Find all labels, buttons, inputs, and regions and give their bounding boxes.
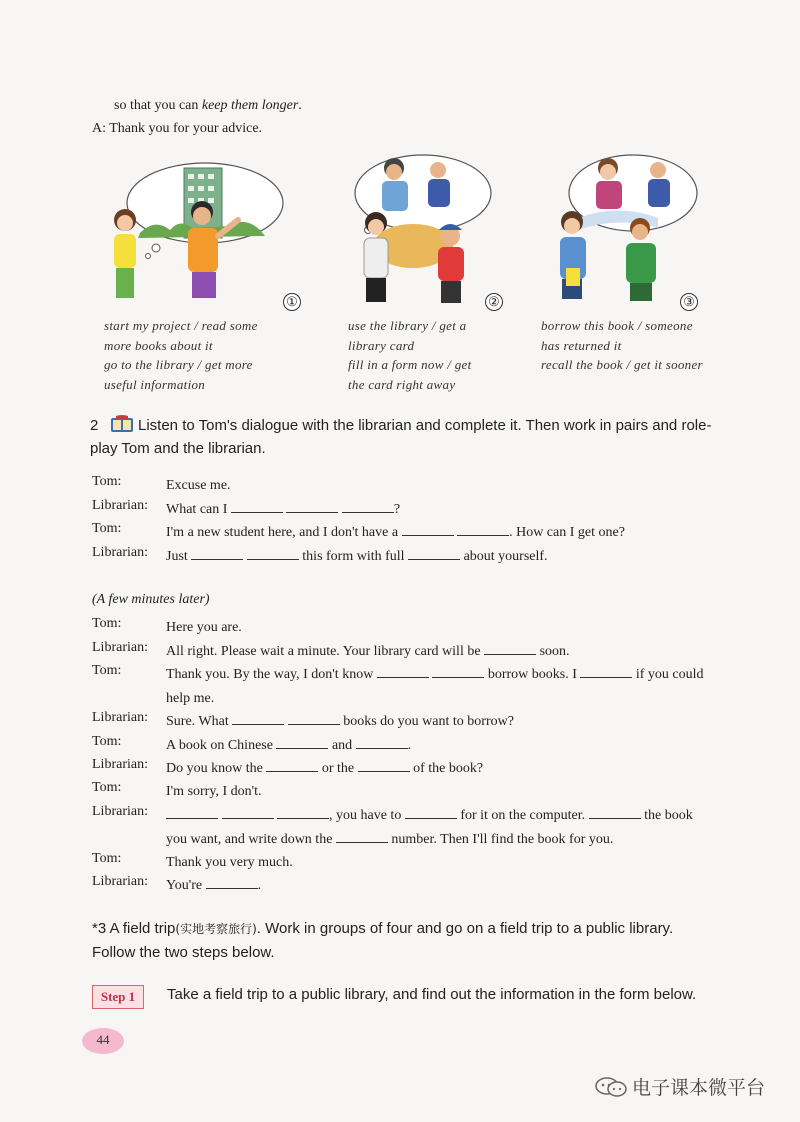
dialogue-text: What can I [166, 502, 231, 517]
answer-blank[interactable] [336, 830, 388, 843]
dialogue-line [166, 663, 711, 710]
dialogue-text: Sure. What [166, 714, 233, 729]
answer-blank[interactable] [286, 500, 338, 513]
step-1-text: Take a field trip to a public library, and find out the information in the form below. [167, 986, 697, 1003]
answer-blank[interactable] [402, 523, 454, 536]
exercise-3-instruction: *3 A field trip(实地考察旅行). Work in groups of four and go on a field trip to a public library. Follow the two steps below. [92, 920, 674, 961]
answer-blank[interactable] [231, 500, 283, 513]
dialogue-text: the book you want, and write down the [166, 808, 693, 847]
dialogue-line [166, 474, 711, 498]
listening-book-icon [110, 415, 134, 433]
answer-blank[interactable] [457, 523, 509, 536]
answer-blank[interactable] [222, 806, 274, 819]
dialogue-text: for it on the computer. [456, 808, 589, 823]
illustration-reserving-book [548, 148, 708, 313]
speaker-label: Tom: [92, 663, 122, 678]
dialogue-line [166, 874, 711, 898]
dialogue-text: I'm sorry, I don't. [166, 784, 262, 799]
dialogue-text: Do you know the [166, 761, 267, 776]
dialogue-text: . [257, 878, 262, 893]
answer-blank[interactable] [580, 665, 632, 678]
speaker-label: Librarian: [92, 545, 148, 560]
caption-2: use the library / get a library card fill in a form now / get the card right away [348, 318, 472, 392]
illustration-friends-talking [100, 148, 305, 313]
dialogue-text: Excuse me. [166, 478, 231, 493]
speaker-label: Tom: [92, 780, 122, 795]
stage-direction: (A few minutes later) [92, 592, 210, 607]
answer-blank[interactable] [288, 712, 340, 725]
speaker-label: Librarian: [92, 710, 148, 725]
dialogue-text: , you have to [329, 808, 405, 823]
dialogue-line [166, 851, 711, 875]
dialogue-text: ? [393, 502, 401, 517]
answer-blank[interactable] [408, 547, 460, 560]
answer-blank[interactable] [589, 806, 641, 819]
dialogue-text: books do you want to borrow? [339, 714, 514, 729]
picture-1 [100, 148, 305, 313]
dialogue-text: number. Then I'll find the book for you. [387, 831, 614, 847]
answer-blank[interactable] [277, 806, 329, 819]
dialogue-text: . [407, 738, 412, 753]
speaker-label: Librarian: [92, 874, 148, 889]
answer-blank[interactable] [266, 759, 318, 772]
dialogue-text: about yourself. [460, 549, 548, 564]
picture-number: ③ [680, 293, 698, 311]
exercise-number: *3 [92, 920, 107, 937]
watermark: 电子课本微平台 [594, 1073, 765, 1100]
answer-blank[interactable] [356, 736, 408, 749]
dialogue-text: Just [166, 549, 192, 564]
dialogue-line [166, 734, 711, 758]
answer-blank[interactable] [342, 500, 394, 513]
speaker-label: Tom: [92, 734, 122, 749]
dialogue-text: You're [166, 878, 206, 893]
dialogue-text: this form with full [298, 549, 409, 564]
speaker-label: Tom: [92, 851, 122, 866]
dialogue-text: borrow books. I [484, 667, 581, 682]
dialogue-text: or the [318, 761, 358, 776]
answer-blank[interactable] [432, 665, 484, 678]
picture-3 [548, 148, 753, 313]
step-1-label: Step 1 [92, 985, 144, 1009]
dialogue-text: of the book? [409, 761, 484, 776]
dialogue-text: I'm a new student here, and I don't have a [166, 525, 402, 540]
answer-blank[interactable] [358, 759, 410, 772]
answer-blank[interactable] [191, 547, 243, 560]
answer-blank[interactable] [166, 806, 218, 819]
answer-blank[interactable] [232, 712, 284, 725]
speaker-label: Librarian: [92, 498, 148, 513]
dialogue-line [166, 780, 711, 804]
answer-blank[interactable] [206, 876, 258, 889]
caption-1: start my project / read some more books about it go to the library / get more useful information [104, 318, 258, 392]
speaker-label: Tom: [92, 521, 122, 536]
chat-bubbles-icon [594, 1076, 628, 1098]
answer-blank[interactable] [377, 665, 429, 678]
answer-blank[interactable] [276, 736, 328, 749]
picture-2 [338, 148, 543, 313]
answer-blank[interactable] [484, 642, 536, 655]
dialogue-line [166, 804, 711, 851]
answer-blank[interactable] [405, 806, 457, 819]
dialogue-line [166, 757, 711, 781]
dialogue-line [166, 498, 711, 522]
caption-3: borrow this book / someone has returned it recall the book / get it sooner [541, 318, 703, 372]
speaker-label: Tom: [92, 616, 122, 631]
advice-line: so that you can keep them longer. [114, 98, 302, 113]
dialogue-text: Thank you very much. [166, 855, 293, 870]
dialogue-line [166, 616, 711, 640]
dialogue-line [166, 521, 711, 545]
answer-blank[interactable] [247, 547, 299, 560]
speaker-label: Librarian: [92, 640, 148, 655]
picture-number: ① [283, 293, 301, 311]
speaker-label: Librarian: [92, 804, 148, 819]
dialogue-line [166, 545, 711, 569]
speaker-label: Tom: [92, 474, 122, 489]
page-number: 44 [82, 1028, 124, 1054]
illustration-library-desk [338, 148, 508, 313]
dialogue-text: and [328, 738, 356, 753]
dialogue-line [166, 710, 711, 734]
dialogue-text: if you could help me. [166, 667, 704, 706]
dialogue-text: All right. Please wait a minute. Your library card will be [166, 644, 485, 659]
dialogue-text: . How can I get one? [509, 525, 625, 540]
thanks-line: A: Thank you for your advice. [92, 121, 263, 136]
dialogue-line [166, 640, 711, 664]
exercise-number: 2 [90, 417, 99, 434]
dialogue-text: Thank you. By the way, I don't know [166, 667, 377, 682]
picture-number: ② [485, 293, 503, 311]
dialogue-text: soon. [536, 644, 570, 659]
dialogue-text: Here you are. [166, 620, 242, 635]
speaker-label: Librarian: [92, 757, 148, 772]
dialogue-text: A book on Chinese [166, 738, 277, 753]
exercise-2-instruction: 2 Listen to Tom's dialogue with the librarian and complete it. Then work in pairs and role-play Tom and the librarian. [90, 414, 715, 460]
